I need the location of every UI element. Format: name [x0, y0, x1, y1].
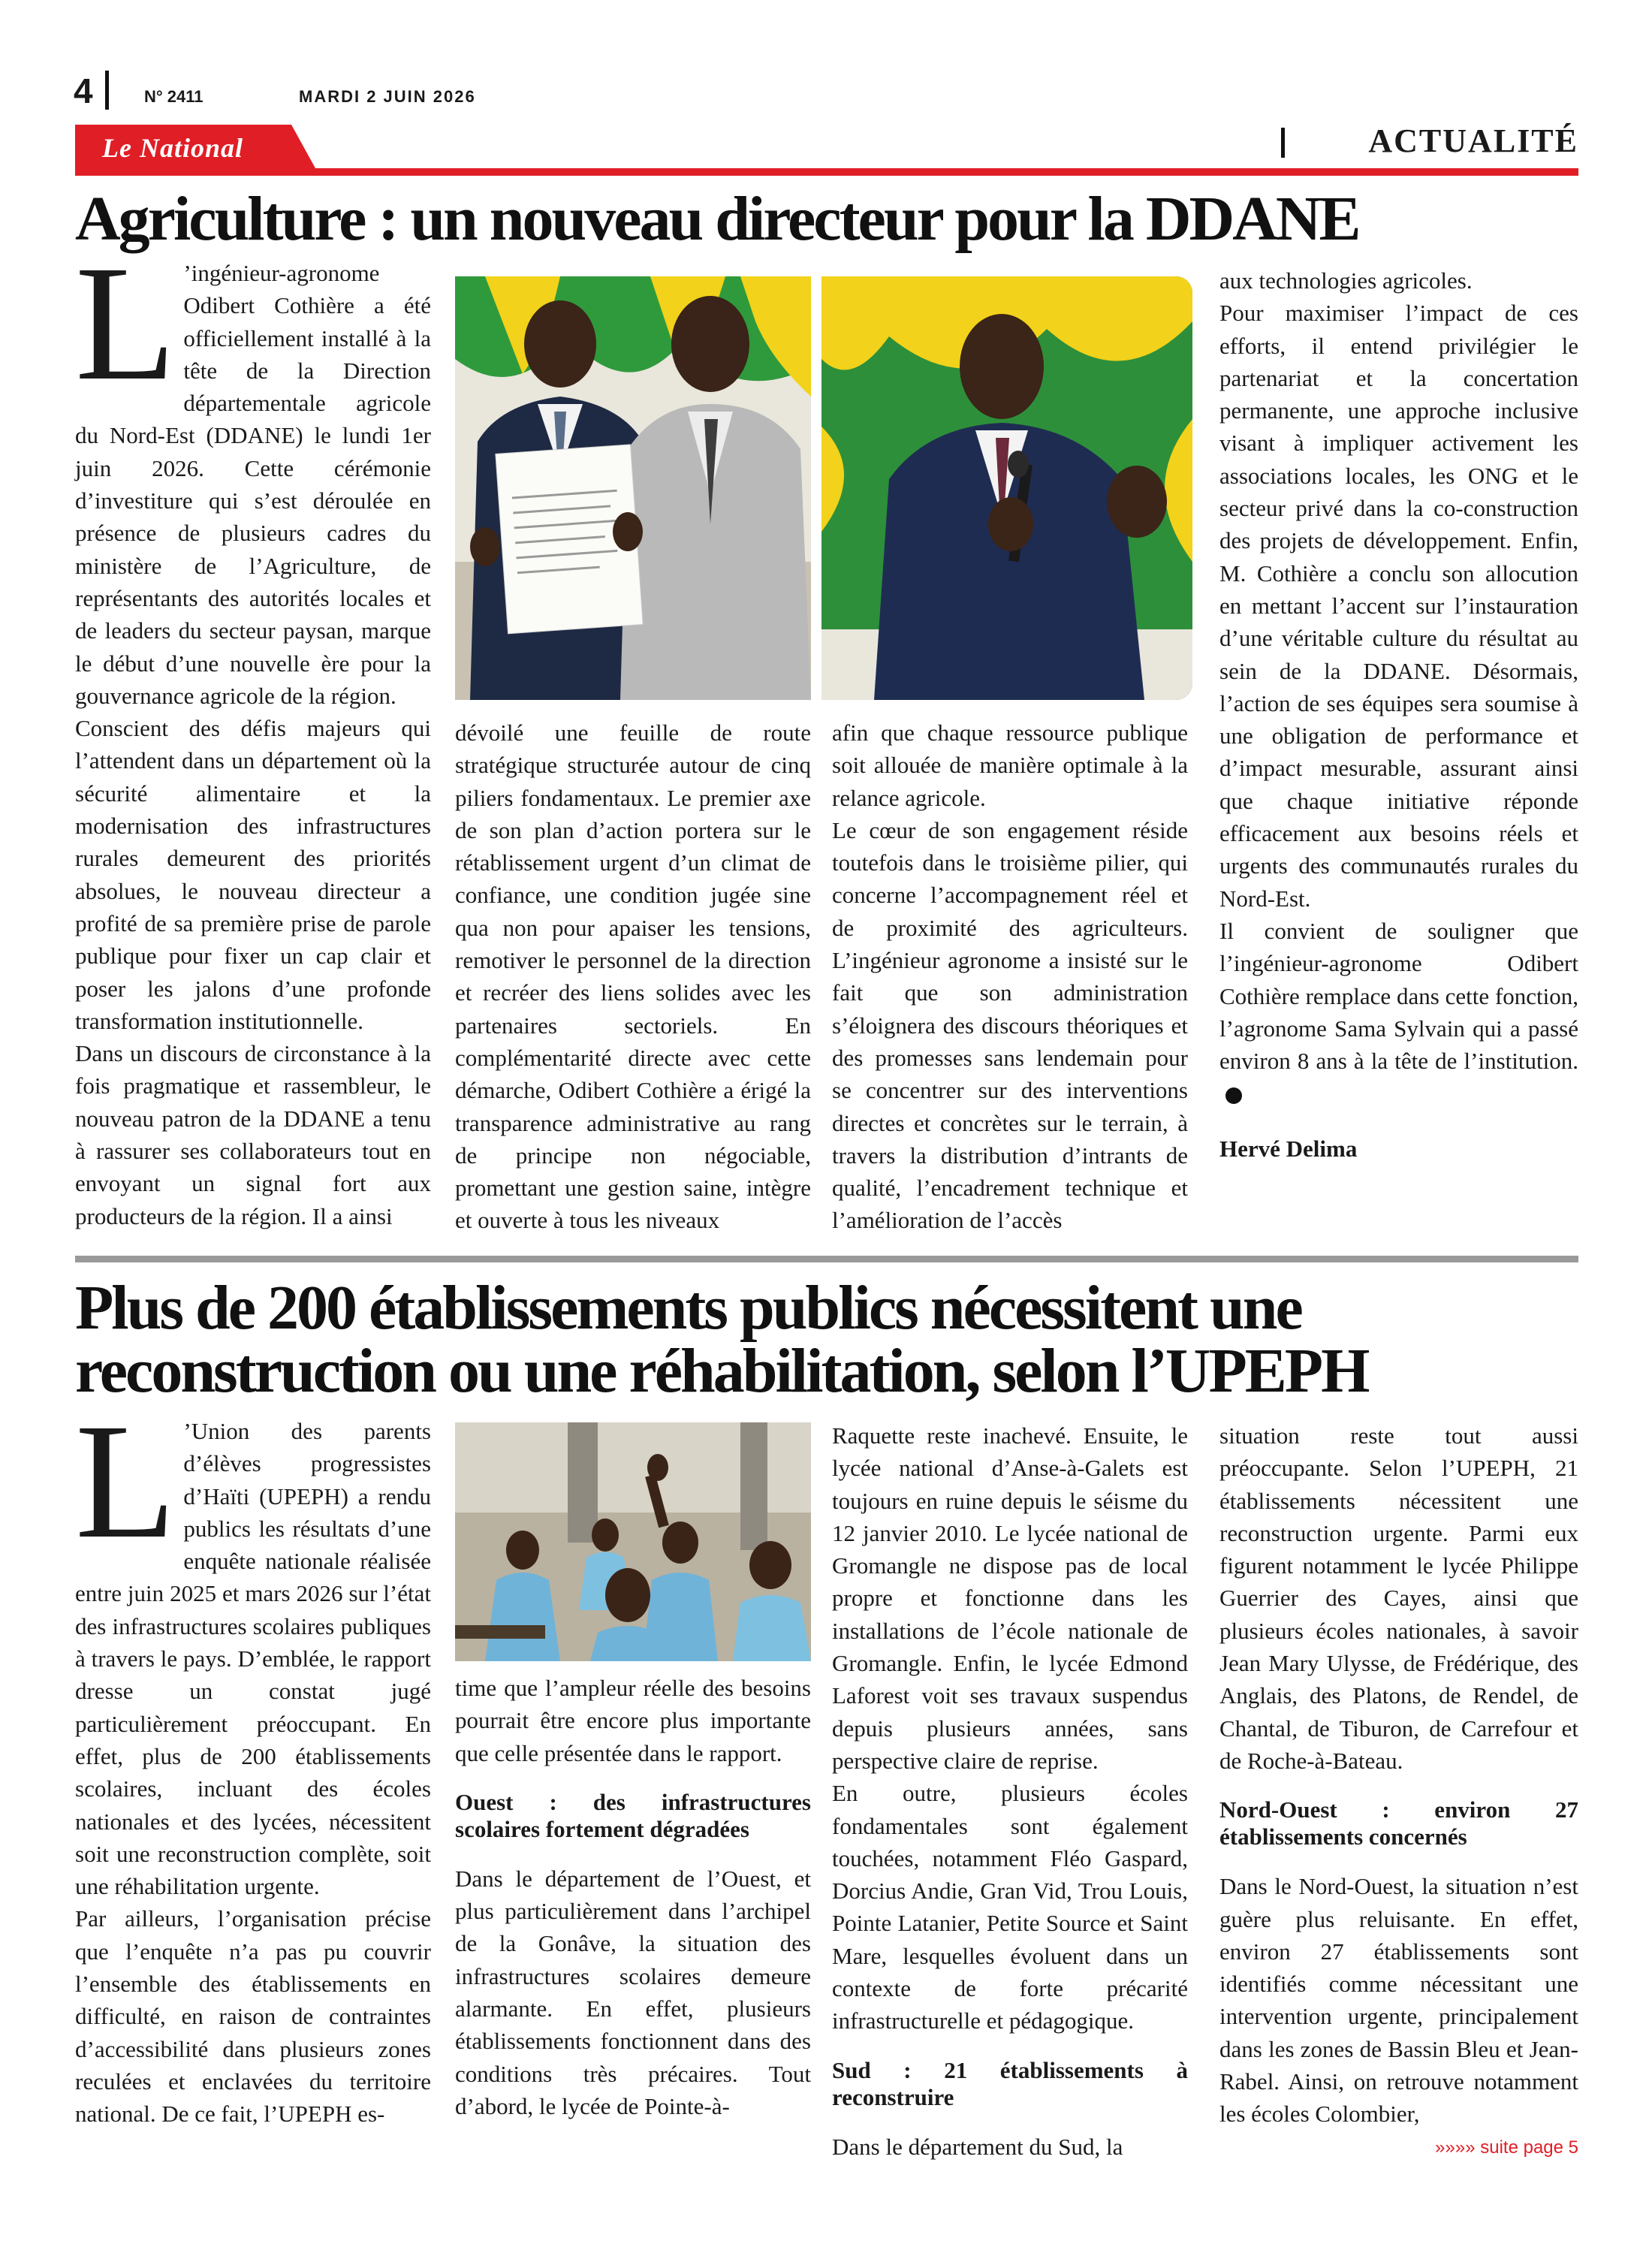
article-2-headline: Plus de 200 établissements publics nécessitent une reconstruction ou une réhabilitation, selon l’UPEPH [75, 1273, 1368, 1406]
subhead-sud: Sud : 21 établissements à reconstruire [832, 2056, 1188, 2110]
paragraph: Dans le département de l’Ouest, et plus particulièrement dans l’archipel de la Gonâve, la situation des infrastructures scolaires demeure alarmante. En effet, plusieurs établissements fonctionnent dans des conditions très précaires. Tout d’abord, le lycée de Pointe-à- [455, 1865, 811, 2119]
section-label: ACTUALITÉ [1368, 122, 1578, 159]
paragraph: dévoilé une feuille de route stratégique structurée autour de cinq piliers fondamentaux. Le premier axe de son plan d’action portera sur le rétablissement urgent d’un climat de confiance, une condition jugée sine qua non pour apaiser les tensions, remotiver le personnel de la direction et recréer des liens solides avec les partenaires sectoriels. En complémentarité directe avec cette démarche, Odibert Cothière a érigé la transparence administrative au rang de principe non négociable, promettant une gestion saine, intègre et ouverte à tous les niveaux [455, 719, 811, 1234]
section-divider [1281, 128, 1285, 158]
paragraph: situation reste tout aussi préoccupante. Selon l’UPEPH, 21 établissements nécessitent une reconstruction urgente. Parmi eux figurent notamment le lycée Philippe Guerrier des Cayes, ainsi que plusieurs écoles nationales, à savoir Jean Mary Ulysse, de Frédérique, des Anglais, des Platons, de Rendel, de Chantal, de Tiburon, de Carrefour et de Roche-à-Bateau. [1219, 1422, 1578, 1774]
paragraph: Conscient des défis majeurs qui l’attendent dans un département où la sécurité alimentaire et la modernisation des infrastructures rurales demeurent des priorités absolues, le nouveau directeur a profité de sa première prise de parole publique pour fixer un cap clair et poser les jalons d’une profonde transformation institutionnelle. [75, 715, 431, 1034]
article-1-column-1 [75, 231, 431, 1232]
paragraph: Il convient de souligner que l’ingénieur-agronome Odibert Cothière remplace dans cette fonction, l’agronome Sama Sylvain qui a passé environ 8 ans à la tête de l’institution. [1219, 917, 1578, 1075]
paragraph: afin que chaque ressource publique soit allouée de manière optimale à la relance agricole. [832, 719, 1188, 811]
paragraph: Dans le Nord-Ouest, la situation n’est guère plus reluisante. En effet, environ 27 établissements sont identifiés comme nécessitant une intervention urgente, principalement dans les zones de Bassin Bleu et Jean-Rabel. Ainsi, on retrouve notamment les écoles Colombier, [1219, 1873, 1578, 2128]
photo-students-classroom [455, 1422, 811, 1661]
subhead-nord-ouest: Nord-Ouest : environ 27 établissements concernés [1219, 1796, 1578, 1850]
continued-on-page-link[interactable]: »»»» suite page 5 [1435, 2137, 1578, 2158]
photo-document-handover [455, 276, 811, 700]
paragraph: Le cœur de son engagement réside toutefois dans le troisième pilier, qui concerne l’accompagnement réel et de proximité des agriculteurs. L’ingénieur agronome a insisté sur le fait que son administration s’éloignera des discours théoriques et des promesses sans lendemain pour se concentrer sur des interventions directes et concrètes sur le terrain, à travers la distribution d’intrants de qualité, l’encadrement technique et l’amélioration de l’accès [832, 816, 1188, 1234]
end-of-article-icon [1225, 1087, 1242, 1104]
paragraph: ’ingénieur-agronome Odibert Cothière a été officiellement installé à la tête de la Direction départementale agricole du Nord-Est (DDANE) le lundi 1er juin 2026. Cette cérémonie d’investiture qui s’est déroulée en présence de plusieurs cadres du ministère de l’Agriculture, de représentants des autorités locales et de leaders du secteur paysan, marque le début d’une nouvelle ère pour la gouvernance agricole de la région. [75, 260, 431, 709]
paragraph: ’Union des parents d’élèves progressistes d’Haïti (UPEPH) a rendu publics les résultats d’une enquête nationale réalisée entre juin 2025 et mars 2026 sur l’état des infrastructures scolaires publiques à travers le pays. D’emblée, le rapport dresse un constat jugé particulièrement préoccupant. En effet, plus de 200 établissements scolaires, incluant des écoles nationales et des lycées, nécessitent soit une reconstruction complète, soit une réhabilitation urgente. [75, 1418, 431, 1900]
issue-number: N° 2411 [144, 87, 203, 106]
paragraph: Dans un discours de circonstance à la fois pragmatique et rassembleur, le nouveau patron de la DDANE a tenu à rassurer ses collaborateurs tout en envoyant un signal fort aux producteurs de la région. Il a ainsi [75, 1040, 431, 1229]
page-number-divider [105, 71, 109, 110]
article-1-column-4 [1219, 264, 1578, 1165]
dropcap: L [75, 1389, 176, 1573]
paragraph: En outre, plusieurs écoles fondamentales sont également touchées, notamment Fléo Gaspard, Dorcius Andie, Gran Vid, Trou Louis, Pointe Latanier, Petite Source et Saint Mare, lesquelles évoluent dans un contexte de forte précarité infrastructurelle et pédagogique. [832, 1780, 1188, 2034]
article-separator [75, 1256, 1578, 1262]
article-1-author: Hervé Delima [1219, 1135, 1358, 1162]
article-2-column-4 [1219, 1419, 1578, 2131]
brand-name: Le National [102, 133, 243, 163]
dropcap: L [75, 231, 176, 415]
article-1-column-2 [455, 716, 811, 1237]
photo-director-speaking [821, 276, 1192, 700]
paragraph: Dans le département du Sud, la [832, 2133, 1123, 2160]
article-2-column-3 [832, 1419, 1188, 2163]
article-1-column-3 [832, 716, 1188, 1237]
paragraph: aux technologies agricoles. [1219, 267, 1473, 294]
article-1-headline: Agriculture : un nouveau directeur pour la DDANE [75, 184, 1359, 254]
subhead-ouest: Ouest : des infrastructures scolaires fortement dégradées [455, 1788, 811, 1842]
issue-date: MARDI 2 JUIN 2026 [299, 87, 476, 106]
paragraph: Raquette reste inachevé. Ensuite, le lycée national d’Anse-à-Galets est toujours en ruine depuis le séisme du 12 janvier 2010. Le lycée national de Gromangle ne dispose pas de local propre et fonctionne dans les installations de l’école nationale de Gromangle. Enfin, le lycée Edmond Laforest voit ses travaux suspendus depuis plusieurs années, sans perspective claire de reprise. [832, 1422, 1188, 1774]
article-2-column-1 [75, 1389, 431, 2131]
paragraph: Pour maximiser l’impact de ces efforts, il entend privilégier le partenariat et la concertation permanente, une approche inclusive visant à impliquer activement les associations locales, les ONG et le secteur privé dans la co-construction des projets de développement. Enfin, M. Cothière a conclu son allocution en mettant l’accent sur l’instauration d’une véritable culture du résultat au sein de la DDANE. Désormais, l’action de ses équipes sera soumise à une obligation de performance et d’impact mesurable, assurant ainsi que chaque initiative réponde efficacement aux besoins réels et urgents des communautés rurales du Nord-Est. [1219, 300, 1578, 912]
paragraph: time que l’ampleur réelle des besoins pourrait être encore plus importante que celle présentée dans le rapport. [455, 1675, 811, 1766]
page-number: 4 [74, 71, 93, 110]
header-rule [75, 168, 1578, 176]
paragraph: Par ailleurs, l’organisation précise que l’enquête n’a pas pu couvrir l’ensemble des établissements en difficulté, en raison de contraintes d’accessibilité dans plusieurs zones reculées et enclavées du territoire national. De ce fait, l’UPEPH es- [75, 1905, 431, 2128]
article-2-column-2 [455, 1672, 811, 2122]
